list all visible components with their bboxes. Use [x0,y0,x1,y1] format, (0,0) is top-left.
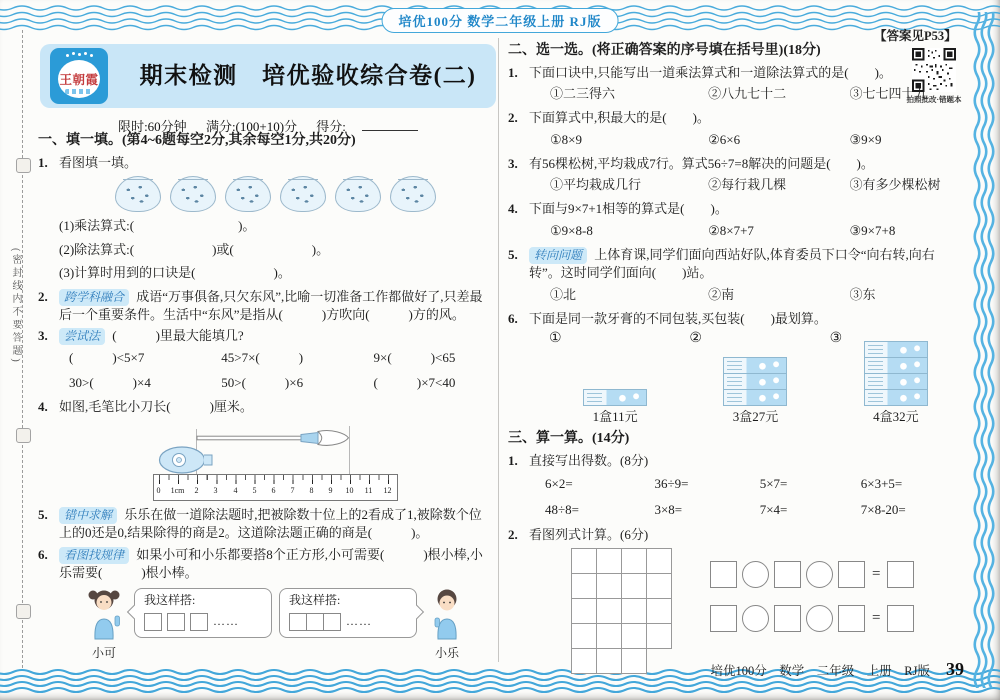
question-s1-5 [38,506,492,543]
question-text: 下面是同一款牙膏的不同包装,买包装( )最划算。 [529,310,827,326]
fish-bowl-icon [115,176,161,212]
ruler [153,474,398,501]
option: ①平均栽成几行 [550,177,642,193]
grid-cell [596,598,622,624]
right-column [508,40,966,677]
seal-note: (密封线内不要答题) [10,248,21,365]
bubble-label: 我这样搭: [289,592,341,607]
question-text: 成语“万事俱备,只欠东风”,比喻一切准备工作都做好了,只差最后一个重要条件。生活中“东风”是指从( )方吹向( )方的风。 [59,288,483,322]
grid-cell [596,623,622,649]
toothpaste-box-icon [583,389,647,406]
price-caption: 4盒32元 [873,408,919,424]
ruler-label: 7 [290,485,295,495]
question-number: 3. [508,155,518,171]
option: ③有多少棵松树 [849,177,941,193]
section2-heading: 二、选一选。(将正确答案的序号填在括号里)(18分) [508,43,821,58]
option: ①8×9 [550,131,582,147]
sub-question: (3)计算时用到的口诀是( )。 [59,265,291,281]
equals-sign: = [872,565,881,582]
ruler-label: 9 [328,485,333,495]
options-row [529,219,966,243]
grid-cell [646,548,672,574]
number-box [774,605,801,632]
toothpaste-box-icon [864,389,928,406]
topic-badge: 跨学科融合 [59,289,129,306]
fish-bowl-icon [335,176,381,212]
question-s2-5 [508,246,966,307]
equation-blanks [710,561,914,632]
kid-name: 小可 [91,645,116,660]
question-number: 6. [38,546,48,562]
question-number: 1. [508,453,518,469]
expression: 7×4= [759,501,788,517]
kid-figure [424,588,470,662]
number-box [838,605,865,632]
expression: ( )<5×7 [69,349,145,365]
box-stack [864,342,928,406]
square-icon [323,613,341,631]
package-option [685,329,825,426]
option-mark: ② [689,331,702,347]
price-caption: 3盒27元 [732,408,779,424]
footer-series: 培优100分 数学 二年级 上册 RJ版 [710,664,930,678]
question-s1-6 [38,546,492,662]
number-box [774,561,801,588]
square-icon [144,613,162,631]
option-mark: ① [549,331,562,347]
section1-heading: 一、填一填。(第4~6题每空2分,其余每空1分,共20分) [38,133,356,148]
answer-box [887,605,914,632]
option: ③9×9 [849,131,882,147]
price-caption: 1盒11元 [592,408,638,424]
grid-cell [621,648,647,674]
topic-badge: 看图找规律 [59,547,129,564]
expression: 6×2= [545,475,573,491]
grid-cell [646,573,672,599]
grid-cell [621,623,647,649]
ruler-label: 4 [233,485,238,495]
logo-text: 王朝霞 [59,73,99,87]
number-box [710,605,737,632]
expression: 5×7= [759,475,788,491]
operator-circle [742,605,769,632]
question-number: 4. [38,399,48,415]
package-option [545,329,685,426]
ruler-illustration [145,419,407,503]
expression: 50>( )×6 [221,374,304,390]
number-box [838,561,865,588]
question-text: ( )里最大能填几? [112,328,244,344]
bubble-label: 我这样搭: [144,592,196,607]
title-bar [40,44,496,108]
question-s1-4 [38,398,492,502]
toothpaste-box-icon [723,389,787,406]
logo-circle [58,60,100,98]
calc-row [529,471,966,523]
grid-cell [621,598,647,624]
series-banner: 培优100分 数学二年级上册 RJ版 [382,8,619,33]
grid-and-equations [529,548,966,674]
ruler-label: 6 [271,485,276,495]
expression: 7×8-20= [860,501,906,517]
joined-squares [289,613,407,631]
expression-row [59,346,492,395]
question-s1-1 [38,154,492,285]
topic-badge: 尝试法 [59,328,105,345]
option: ①二三得六 [550,86,616,102]
grid-cell [571,548,597,574]
left-column [38,130,492,665]
question-s2-2 [508,109,966,152]
column-divider [498,38,499,662]
time-limit: 限时:60分钟 [118,119,187,134]
kid-figure [81,588,127,662]
seal-stamp-icon [16,158,31,173]
square-icon [190,613,208,631]
square-grid-illustration [571,548,672,674]
fish-bowl-icon [225,176,271,212]
toothpaste-box-icon [864,373,928,390]
option: ②每行栽几棵 [708,177,787,193]
option: ②8×7+7 [708,222,754,238]
speech-bubble [134,588,272,638]
expression: 30>( )×4 [69,374,151,390]
grid-cell [621,573,647,599]
question-number: 6. [508,310,518,326]
question-number: 2. [508,110,518,126]
toothpaste-box-icon [864,341,928,358]
expression: 36÷9= [654,475,689,491]
answer-reference: 【答案见P53】 [874,29,957,43]
fish-bowl-icon [170,176,216,212]
question-text: 看图填一填。 [59,154,138,170]
question-text: 直接写出得数。(8分) [529,453,649,469]
toothpaste-box-icon [864,357,928,374]
brand-logo [50,48,108,104]
right-wave-border [973,12,999,688]
option: ①9×8-8 [550,222,593,238]
equals-sign: = [872,609,881,626]
brush-icon [196,430,350,446]
ruler-label: 8 [309,485,314,495]
options-row [529,82,966,106]
full-score: 满分:(100+10)分 [205,119,298,134]
crown-icon [50,48,108,58]
grid-cell [571,598,597,624]
section3-heading: 三、算一算。(14分) [508,431,630,447]
expression: 6×3+5= [860,475,903,491]
square-icon [167,613,185,631]
grid-cell [596,573,622,599]
question-text: 下面口诀中,只能写出一道乘法算式和一道除法算式的是( )。 [529,64,892,80]
fish-bowls-illustration [59,176,492,212]
toothpaste-packages [529,329,966,426]
options-row [529,173,966,197]
sub-question: (1)乘法算式:( )。 [59,218,256,234]
option: ③9×7+8 [849,222,896,238]
ellipsis: …… [346,614,372,629]
square-icon [289,613,307,631]
question-text: 下面算式中,积最大的是( )。 [529,110,710,126]
operator-circle [806,605,833,632]
fish-bowl-icon [390,176,436,212]
operator-circle [742,561,769,588]
option: ②南 [708,286,735,302]
number-box [710,561,737,588]
ruler-label: 5 [252,485,257,495]
topic-badge: 错中求解 [59,507,117,524]
ruler-label: 10 [345,485,354,495]
question-s1-2 [38,288,492,325]
question-s3-2 [508,526,966,674]
toothpaste-box-icon [723,357,787,374]
seal-stamp-icon [16,428,31,443]
ellipsis: …… [213,614,239,629]
question-number: 5. [38,506,48,522]
speech-bubble [279,588,417,638]
separate-squares [144,613,262,631]
topic-badge: 转向问题 [529,247,587,264]
question-number: 4. [508,201,518,217]
grid-cell [646,598,672,624]
question-s2-1 [508,64,966,107]
grid-cell [571,623,597,649]
question-s2-4 [508,200,966,243]
fish-bowl-icon [280,176,326,212]
option: ③七七四十九 [849,86,928,102]
page-number: 39 [946,659,964,679]
answer-box [887,561,914,588]
option: ②八九七十二 [708,86,787,102]
options-row [529,283,966,307]
ruler-label: 2 [194,485,199,495]
girl-icon [84,588,124,640]
question-number: 5. [508,246,518,262]
qr-caption: 拍照批改·错题本 [906,95,962,104]
operator-circle [806,561,833,588]
question-text: 如果小可和小乐都要搭8个正方形,小可需要( )根小棒,小乐需要( )根小棒。 [59,546,483,581]
grid-cell [571,573,597,599]
question-text: 如图,毛笔比小刀长( )厘米。 [59,399,253,415]
question-s1-3 [38,327,492,395]
seal-stamp-icon [16,604,31,619]
box-stack [583,390,647,406]
grid-cell [596,648,622,674]
question-text: 看图列式计算。(6分) [529,526,649,542]
question-number: 2. [38,288,48,304]
toothpaste-box-icon [723,373,787,390]
grid-cell [646,623,672,649]
question-number: 1. [508,64,518,80]
question-text: 有56棵松树,平均栽成7行。算式56÷7=8解决的问题是( )。 [529,155,874,171]
question-text: 下面与9×7+1相等的算式是( )。 [529,201,728,217]
score-label: 得分: [316,119,346,134]
question-s2-3 [508,155,966,198]
grid-cell [621,548,647,574]
kid-name: 小乐 [434,645,459,660]
options-row [529,128,966,152]
question-s2-6 [508,310,966,426]
ruler-label: 12 [383,485,392,495]
question-number: 3. [38,328,48,344]
equation-row [710,561,914,588]
question-number: 1. [38,154,48,170]
question-s3-1 [508,452,966,522]
kids-illustration [59,588,492,662]
ruler-label: 1cm [170,485,185,495]
expression: 9×( )<65 [373,349,456,365]
sub-question: (2)除法算式:( )或( )。 [59,241,330,257]
page-title: 期末检测 培优验收综合卷(二) [139,63,477,88]
equation-row [710,605,914,632]
boy-icon [427,588,467,640]
ruler-label: 3 [213,485,218,495]
package-option [826,329,966,426]
box-stack [723,358,787,406]
question-number: 2. [508,526,518,542]
page-footer [711,659,964,680]
ruler-label: 0 [156,485,161,495]
expression: 45>7×( ) [221,349,304,365]
square-icon [306,613,324,631]
expression: ( )×7<40 [373,374,456,390]
expression: 48÷8= [545,501,579,517]
option-mark: ③ [829,331,843,347]
expression: 3×8= [654,501,683,517]
grid-cell [571,648,597,674]
option: ②6×6 [708,131,741,147]
question-text: 乐乐在做一道除法题时,把被除数十位上的2看成了1,被除数个位上的0还是0,结果除得的商是2。这道除法题正确的商是( )。 [59,506,482,541]
knife-icon [158,446,216,474]
option: ①北 [550,286,577,302]
question-text: 上体育课,同学们面向西站好队,体育委员下口令“向右转,向右转”。这时同学们面向( )站。 [529,246,935,281]
grid-cell [596,548,622,574]
ruler-label: 11 [364,485,373,495]
option: ③东 [849,286,876,302]
